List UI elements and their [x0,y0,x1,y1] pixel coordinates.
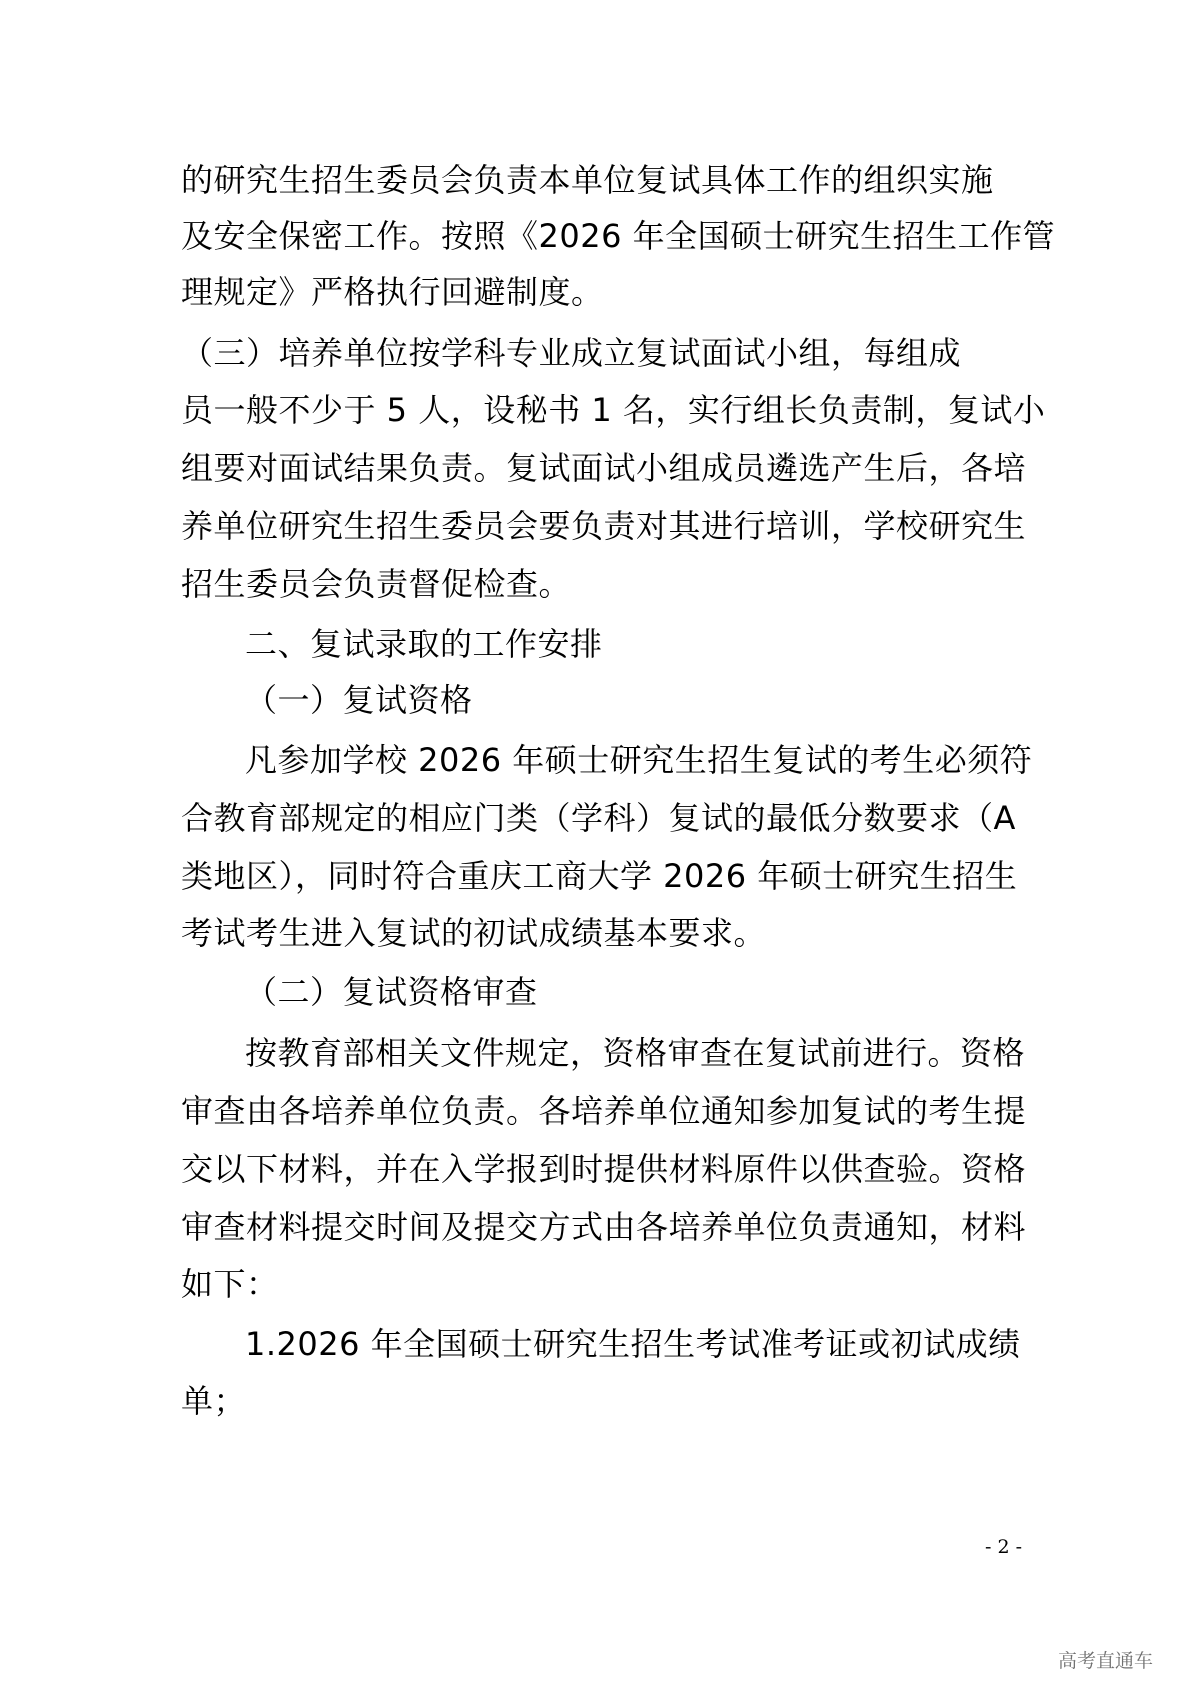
text-line: （三）培养单位按学科专业成立复试面试小组，每组成 [181,334,962,372]
text-line: 合教育部规定的相应门类（学科）复试的最低分数要求（A [181,799,1016,837]
watermark: 高考直通车 [1058,1650,1154,1672]
list-item-continuation: 单； [181,1382,247,1420]
subsection-heading: （二）复试资格审查 [245,973,538,1011]
text-line: 理规定》严格执行回避制度。 [181,273,604,311]
text-line: 如下： [181,1265,279,1303]
page-number: - 2 - [985,1536,1023,1558]
text-line: 审查材料提交时间及提交方式由各培养单位负责通知，材料 [181,1208,1027,1246]
section-heading: 二、复试录取的工作安排 [245,625,603,663]
text-line: 招生委员会负责督促检查。 [181,565,572,603]
text-line: 员一般不少于 5 人，设秘书 1 名，实行组长负责制，复试小 [181,391,1046,429]
text-line: 审查由各培养单位负责。各培养单位通知参加复试的考生提 [181,1092,1027,1130]
text-line: 养单位研究生招生委员会要负责对其进行培训，学校研究生 [181,507,1027,545]
text-line: 的研究生招生委员会负责本单位复试具体工作的组织实施 [181,161,994,199]
text-line: 组要对面试结果负责。复试面试小组成员遴选产生后，各培 [181,449,1027,487]
text-line: 考试考生进入复试的初试成绩基本要求。 [181,914,767,952]
list-item: 1.2026 年全国硕士研究生招生考试准考证或初试成绩 [245,1325,1021,1363]
text-line: 按教育部相关文件规定，资格审查在复试前进行。资格 [245,1034,1026,1072]
text-line: 交以下材料，并在入学报到时提供材料原件以供查验。资格 [181,1150,1027,1188]
text-line: 凡参加学校 2026 年硕士研究生招生复试的考生必须符 [245,741,1033,779]
text-line: 类地区），同时符合重庆工商大学 2026 年硕士研究生招生 [181,857,1018,895]
text-line: 及安全保密工作。按照《2026 年全国硕士研究生招生工作管 [181,217,1056,255]
subsection-heading: （一）复试资格 [245,681,473,719]
